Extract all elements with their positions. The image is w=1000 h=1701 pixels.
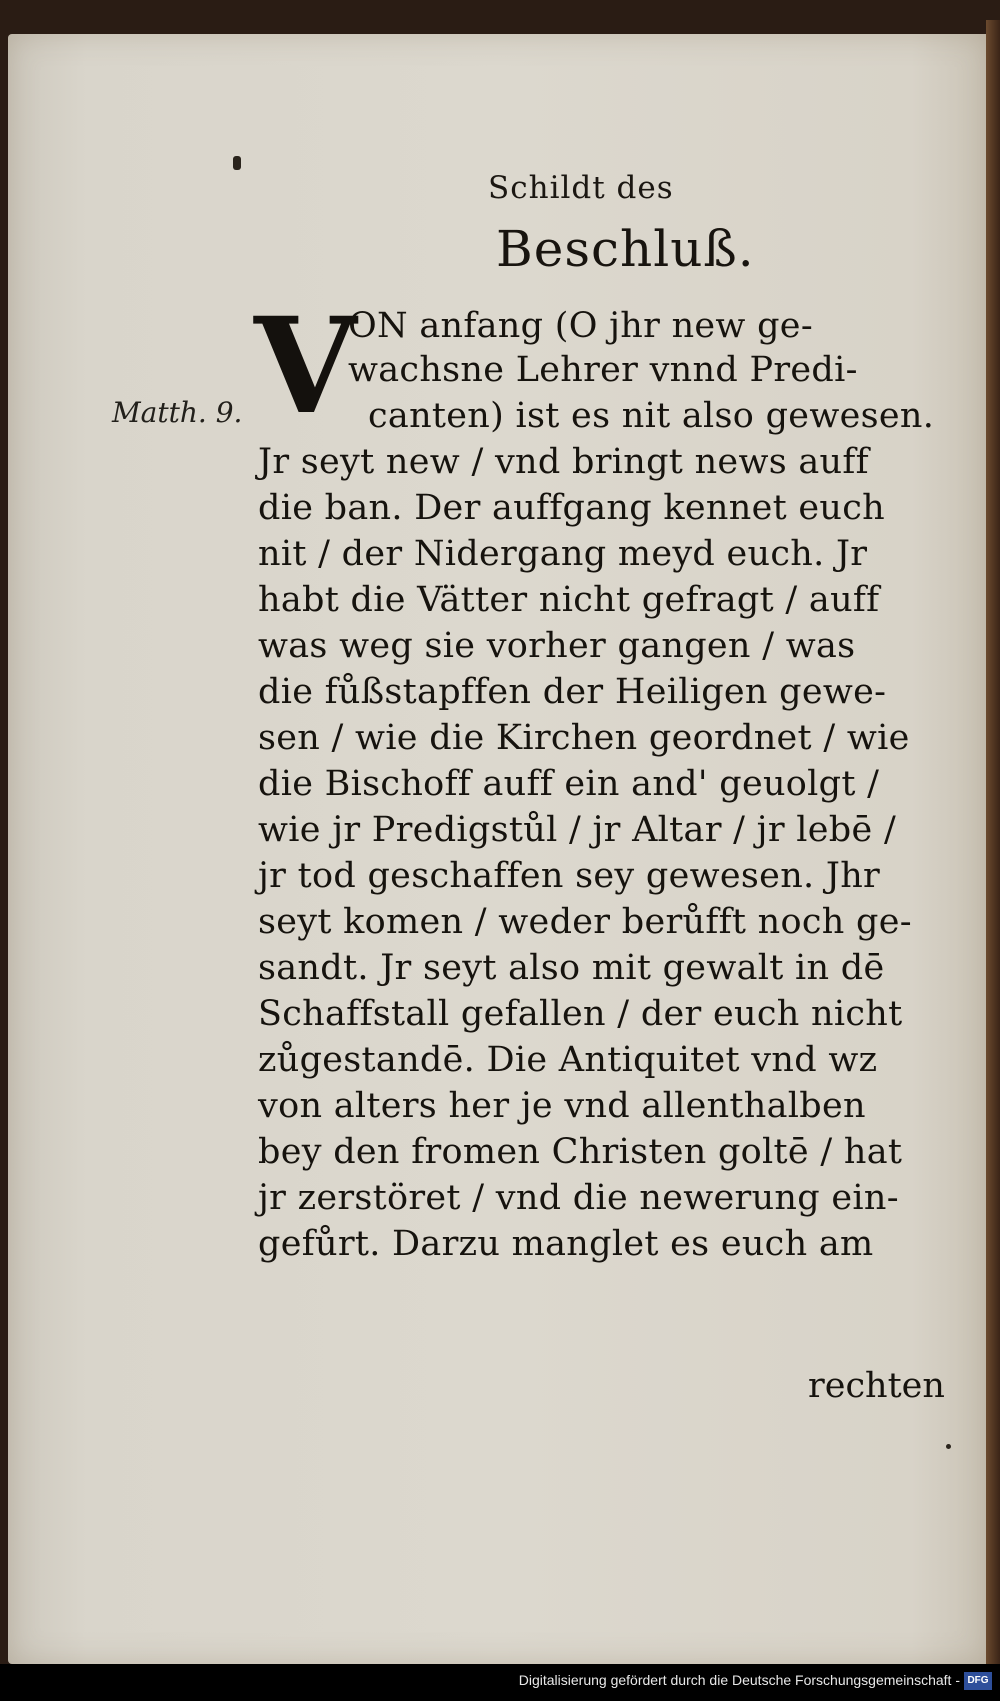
ink-speck: [233, 156, 241, 170]
text-line: zůgestandē. Die Antiquitet vnd wz: [258, 1040, 878, 1080]
text-line: canten) ist es nit also gewesen.: [368, 396, 935, 436]
drop-initial: V: [254, 289, 357, 444]
text-line: sen / wie die Kirchen geordnet / wie: [258, 718, 910, 758]
text-line: Jr seyt new / vnd bringt news auff: [258, 442, 869, 482]
text-line: von alters her je vnd allenthalben: [258, 1086, 866, 1126]
text-line: seyt komen / weder berůfft noch ge-: [258, 902, 912, 942]
footer-credit: Digitalisierung gefördert durch die Deutsche Forschungsgemeinschaft -: [518, 1672, 960, 1688]
text-line: die ban. Der auffgang kennet euch: [258, 488, 885, 528]
text-line: jr tod geschaffen sey gewesen. Jhr: [258, 856, 881, 896]
text-line: bey den fromen Christen goltē / hat: [258, 1132, 903, 1172]
text-line: gefůrt. Darzu manglet es euch am: [258, 1224, 874, 1264]
text-line: was weg sie vorher gangen / was: [258, 626, 856, 666]
catchword: rechten: [808, 1366, 945, 1406]
marginal-note: Matth. 9.: [112, 396, 243, 429]
text-line: habt die Vätter nicht gefragt / auff: [258, 580, 880, 620]
text-line: wie jr Predigstůl / jr Altar / jr lebē /: [258, 810, 897, 850]
text-line: ON anfang (O jhr new ge-: [348, 306, 813, 346]
dfg-logo: DFG: [964, 1672, 992, 1690]
text-line: die fůßstapffen der Heiligen gewe-: [258, 672, 887, 712]
book-spine-edge: [986, 20, 1000, 1680]
text-line: die Bischoff auff ein and' geuolgt /: [258, 764, 880, 804]
running-header: Schildt des: [488, 170, 674, 206]
text-line: jr zerstöret / vnd die newerung ein-: [258, 1178, 899, 1218]
section-title: Beschluß.: [496, 220, 755, 278]
text-line: sandt. Jr seyt also mit gewalt in dē: [258, 948, 885, 988]
book-page: [8, 34, 990, 1664]
ink-dot: [946, 1444, 951, 1449]
text-line: Schaffstall gefallen / der euch nicht: [258, 994, 903, 1034]
footer-bar: [0, 1664, 1000, 1701]
text-line: nit / der Nidergang meyd euch. Jr: [258, 534, 868, 574]
text-line: wachsne Lehrer vnnd Predi-: [348, 350, 858, 390]
